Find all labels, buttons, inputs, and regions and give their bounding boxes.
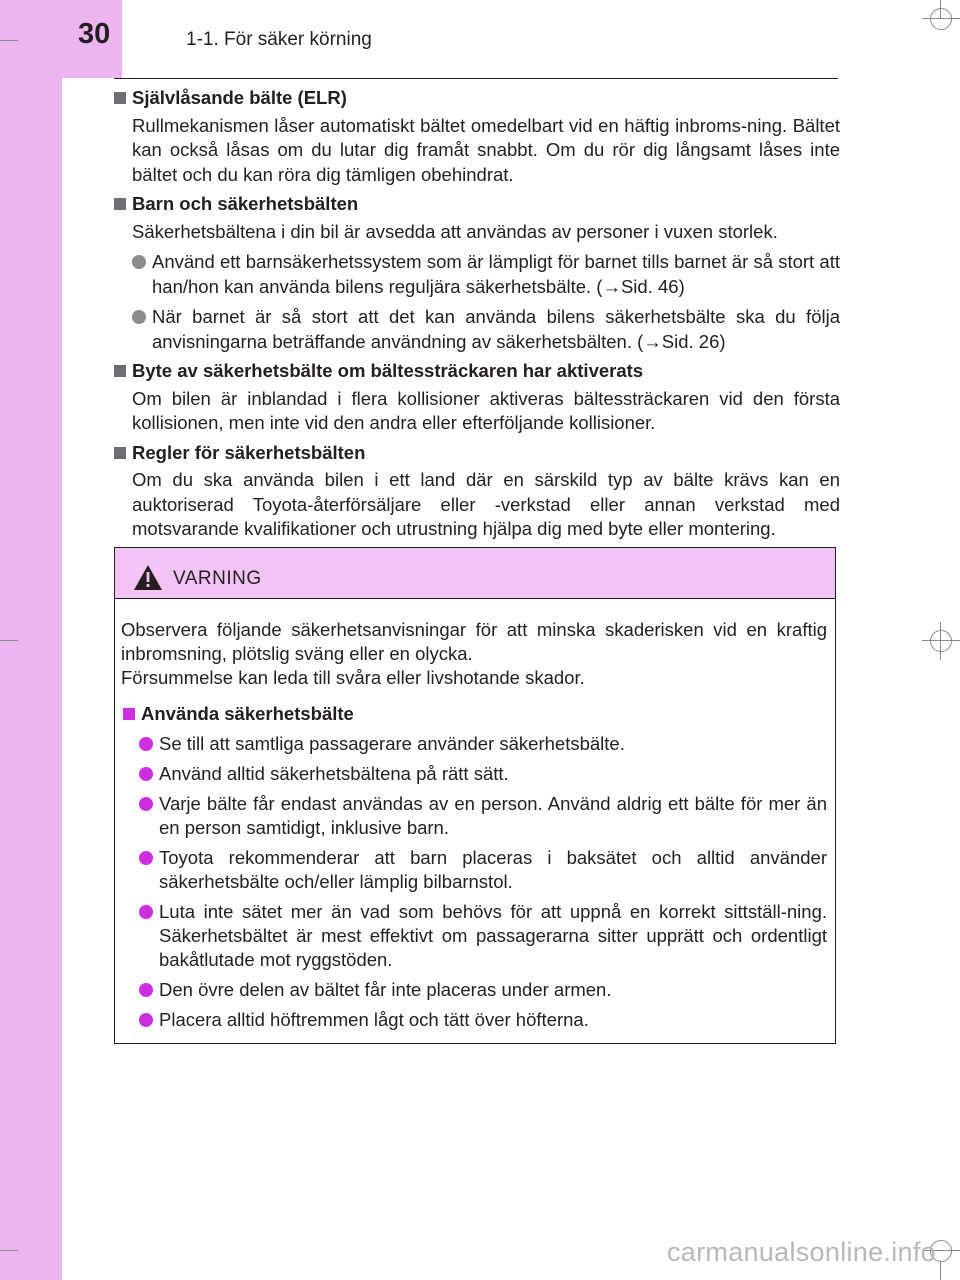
section-square-icon: [114, 447, 126, 459]
list-item: Placera alltid höftremmen lågt och tätt över höfterna.: [121, 1008, 827, 1032]
warning-box: [114, 547, 836, 1044]
warning-intro-2: Försummelse kan leda till svåra eller livshotande skador.: [121, 667, 585, 688]
section-heading: Barn och säkerhetsbälten: [132, 193, 359, 214]
bullet-dot-icon: [139, 797, 153, 811]
bullet-dot-icon: [139, 1013, 153, 1027]
warning-triangle-icon: [133, 564, 163, 591]
section-text: Om bilen är inblandad i flera kollisioner aktiveras bältessträckaren vid den första kollisionen, men inte vid den andra eller efterföljande kollisioner.: [132, 387, 840, 433]
section-heading: Regler för säkerhetsbälten: [132, 441, 366, 463]
section-text: Säkerhetsbältena i din bil är avsedda att användas av personer i vuxen storlek.: [132, 220, 778, 242]
main-content: [112, 86, 840, 547]
warning-title: VARNING: [173, 568, 262, 589]
warning-intro: Observera följande säkerhetsanvisningar för att minska skaderisken vid en kraftig inbromsning, plötslig sväng eller en olycka.: [121, 619, 827, 664]
bullet-dot-icon: [139, 983, 153, 997]
list-item: När barnet är så stort att det kan använda bilens säkerhetsbälte ska du följa anvisningarna beträffande användning av säkerhetsbälten. (→Sid. 26): [112, 305, 840, 354]
bullet-dot-icon: [139, 905, 153, 919]
section-square-icon: [114, 198, 126, 210]
crop-mark: [0, 640, 18, 641]
section-heading: Självlåsande bälte (ELR): [132, 87, 347, 108]
crop-mark: [922, 640, 960, 641]
page-number: 30: [78, 18, 111, 50]
section-text: Om du ska använda bilen i ett land där en särskild typ av bälte krävs kan en auktoriserad Toyota-återförsäljare eller -verkstad eller annan verkstad med motsvarande kvalifikationer och utrustning hjälpa dig med byte eller montering.: [132, 469, 840, 539]
list-item: Använd alltid säkerhetsbältena på rätt sätt.: [121, 762, 827, 786]
section-text: Rullmekanismen låser automatiskt bältet omedelbart vid en häftig inbroms-ning. Bältet kan också låsas om du lutar dig framåt snabbt. Om du rör dig långsamt låses inte bältet och du kan röra dig tämligen obehindrat.: [132, 114, 840, 185]
warning-header: [115, 548, 835, 599]
section-rules: [112, 441, 840, 542]
list-item: Använd ett barnsäkerhetssystem som är lämpligt för barnet tills barnet är så stort att han/hon kan använda bilens reguljära säkerhetsbälte. (→Sid. 46): [112, 250, 840, 299]
header-divider: [114, 78, 838, 79]
section-children: [112, 192, 840, 354]
watermark: carmanualsonline.info: [667, 1237, 936, 1267]
list-item: Den övre delen av bältet får inte placeras under armen.: [121, 978, 827, 1002]
crop-mark: [940, 622, 941, 660]
crop-mark: [940, 1262, 941, 1280]
crop-mark: [922, 18, 960, 19]
section-square-icon: [123, 708, 135, 720]
section-heading: Byte av säkerhetsbälte om bältessträckaren har aktiverats: [132, 360, 644, 381]
section-elr: [112, 86, 840, 187]
registration-mark-icon: [930, 630, 952, 652]
bullet-dot-icon: [139, 767, 153, 781]
list-item: Toyota rekommenderar att barn placeras i baksätet och alltid använder säkerhetsbälte och/eller lämplig bilbarnstol.: [121, 846, 827, 894]
bullet-dot-icon: [139, 851, 153, 865]
section-pretensioner: [112, 359, 840, 436]
bullet-dot-icon: [132, 310, 146, 324]
crop-mark: [0, 1250, 18, 1251]
bullet-dot-icon: [132, 255, 146, 269]
list-item: Varje bälte får endast användas av en person. Använd aldrig ett bälte för mer än en person samtidigt, inklusive barn.: [121, 792, 827, 840]
registration-mark-icon: [930, 8, 952, 30]
section-square-icon: [114, 92, 126, 104]
list-item: Luta inte sätet mer än vad som behövs för att uppnå en korrekt sittställ-ning. Säkerhetsbältet är mest effektivt om passagerarna sitter upprätt och ordentligt bakåtlutade mot ryggstöden.: [121, 900, 827, 972]
crop-mark: [0, 40, 18, 41]
section-title: 1-1. För säker körning: [186, 29, 372, 50]
section-square-icon: [114, 365, 126, 377]
list-item: Se till att samtliga passagerare använder säkerhetsbälte.: [121, 732, 827, 756]
warning-heading: Använda säkerhetsbälte: [141, 703, 354, 724]
bullet-dot-icon: [139, 737, 153, 751]
warning-body: [115, 599, 835, 1032]
